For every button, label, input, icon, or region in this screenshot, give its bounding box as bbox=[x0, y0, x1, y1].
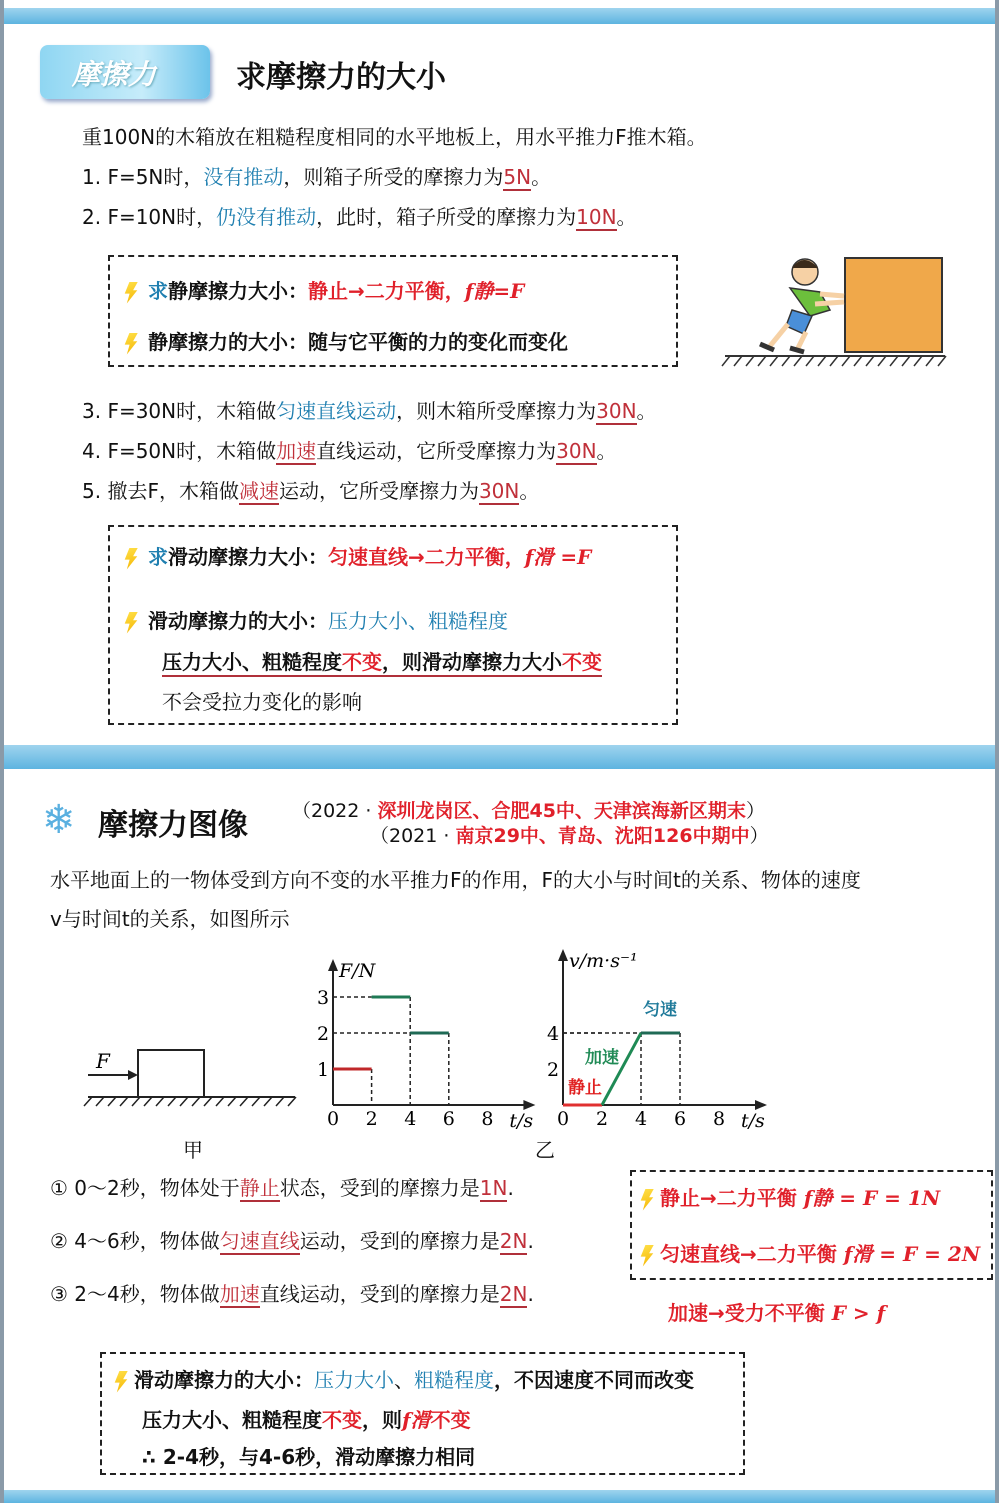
text-segment: 不变 bbox=[562, 650, 602, 674]
text-segment: 30N bbox=[596, 399, 637, 423]
x-tick-label: 4 bbox=[635, 1108, 648, 1130]
lightning-icon bbox=[640, 1189, 654, 1211]
x-axis-arrow bbox=[755, 1100, 767, 1110]
wooden-box bbox=[845, 258, 942, 352]
text-segment: 滑动摩擦力的大小： bbox=[148, 609, 328, 633]
text-segment: f静=F bbox=[464, 279, 525, 303]
y-tick-label: 3 bbox=[317, 987, 330, 1009]
text-segment: ，不因速度不同而改变 bbox=[494, 1368, 694, 1392]
text-segment: f滑 = F = 2N bbox=[843, 1242, 981, 1266]
text-segment: ，则滑动摩擦力大小 bbox=[382, 650, 562, 674]
text-segment: （2021 · bbox=[370, 825, 456, 847]
conclusion-2 bbox=[50, 1228, 534, 1254]
data-segment bbox=[602, 1033, 641, 1105]
y-axis-arrow bbox=[558, 949, 568, 961]
figure-jia-block-diagram bbox=[80, 1040, 310, 1120]
force-label: F bbox=[96, 1049, 110, 1073]
x-axis-arrow bbox=[523, 1100, 535, 1110]
x-axis-label: t/s bbox=[509, 1110, 534, 1132]
text-segment: （2022 · bbox=[292, 800, 378, 822]
x-tick-label: 8 bbox=[713, 1108, 726, 1130]
text-segment: 匀速直线 bbox=[219, 1229, 300, 1253]
item-2 bbox=[82, 204, 637, 230]
problem-text-line-1: 水平地面上的一物体受到方向不变的水平推力F的作用，F的大小与时间t的关系、物体的速度 bbox=[50, 868, 861, 892]
text-segment: 运动，它所受摩擦力为 bbox=[278, 479, 479, 503]
x-tick-label: 2 bbox=[596, 1108, 609, 1130]
text-segment: 不会受拉力变化的影响 bbox=[162, 690, 362, 714]
text-segment: 粗糙程度 bbox=[414, 1368, 494, 1392]
equilibrium-line-1 bbox=[640, 1185, 940, 1211]
text-segment: 压力大小、粗糙程度 bbox=[162, 650, 342, 674]
text-segment: 滑动摩擦力的大小： bbox=[134, 1368, 314, 1392]
intro-text: 重100N的木箱放在粗糙程度相同的水平地板上，用水平推力F推木箱。 bbox=[82, 125, 707, 149]
summary-line-1 bbox=[114, 1367, 694, 1393]
text-segment: 压力大小、粗糙程度 bbox=[328, 609, 508, 633]
right-border bbox=[995, 0, 999, 1503]
text-segment: 静止→二力平衡， bbox=[308, 279, 465, 303]
x-tick-label: 4 bbox=[404, 1108, 417, 1130]
text-segment: f静 = F = 1N bbox=[803, 1186, 941, 1210]
text-segment: 。 bbox=[519, 479, 540, 503]
source-ref-2021 bbox=[370, 821, 769, 848]
text-segment: 深圳龙岗区、合肥45中、天津滨海新区期末 bbox=[377, 800, 746, 822]
lightning-icon bbox=[124, 612, 138, 634]
top-banner bbox=[0, 8, 999, 24]
lightning-icon bbox=[640, 1245, 654, 1267]
text-segment: 5. 撤去F，木箱做 bbox=[82, 479, 239, 503]
x-tick-label: 2 bbox=[365, 1108, 378, 1130]
y-tick-label: 4 bbox=[547, 1023, 560, 1045]
y-tick-label: 2 bbox=[317, 1023, 330, 1045]
text-segment: 加速 bbox=[219, 1282, 260, 1306]
text-segment: 直线运动，受到的摩擦力是 bbox=[259, 1282, 500, 1306]
text-segment: 4. F=50N时，木箱做 bbox=[82, 439, 277, 463]
x-tick-label: 6 bbox=[674, 1108, 687, 1130]
problem-text-line-2: v与时间t的关系，如图所示 bbox=[50, 907, 290, 931]
conclusion-3 bbox=[50, 1281, 534, 1307]
bottom-banner bbox=[0, 1490, 999, 1503]
text-segment: 静摩擦力的大小：随与它平衡的力的变化而变化 bbox=[148, 330, 568, 354]
text-segment: 。 bbox=[616, 205, 637, 229]
text-segment: 。 bbox=[596, 439, 617, 463]
conclusion-1 bbox=[50, 1175, 514, 1201]
box2-line-3 bbox=[162, 649, 602, 677]
text-segment: 不变 bbox=[342, 650, 382, 674]
text-segment: ③ 2～4秒，物体做 bbox=[50, 1282, 220, 1306]
boy-pushing-box-illustration bbox=[720, 250, 950, 370]
x-tick-label: 0 bbox=[557, 1108, 570, 1130]
text-segment: 压力大小、粗糙程度 bbox=[142, 1408, 322, 1432]
text-segment: 减速 bbox=[238, 479, 279, 503]
lightning-icon bbox=[124, 333, 138, 355]
item-5 bbox=[82, 478, 539, 504]
text-segment: 2N bbox=[499, 1229, 528, 1253]
text-segment: ，此时，箱子所受的摩擦力为 bbox=[316, 205, 577, 229]
text-segment: 求 bbox=[148, 545, 168, 569]
text-segment: 不变 bbox=[430, 1408, 471, 1432]
phase-annotation: 静止 bbox=[568, 1078, 602, 1098]
text-segment: . bbox=[527, 1282, 534, 1306]
text-segment: 仍没有推动 bbox=[216, 205, 317, 229]
text-segment: 。 bbox=[531, 165, 552, 189]
text-segment: f滑 =F bbox=[524, 545, 592, 569]
text-segment: . bbox=[527, 1229, 534, 1253]
text-segment: ，则箱子所受的摩擦力为 bbox=[283, 165, 504, 189]
text-segment: 2. F=10N时， bbox=[82, 205, 217, 229]
text-segment: 加速 bbox=[276, 439, 317, 463]
topic-tag bbox=[40, 45, 210, 99]
y-tick-label: 2 bbox=[547, 1059, 560, 1081]
force-time-chart bbox=[300, 945, 540, 1135]
text-segment: ，则木箱所受摩擦力为 bbox=[396, 399, 597, 423]
text-segment: . bbox=[507, 1176, 514, 1200]
text-segment: 静摩擦力大小： bbox=[168, 279, 308, 303]
box2-line-1 bbox=[124, 544, 591, 570]
text-segment: 求 bbox=[148, 279, 168, 303]
lightning-icon bbox=[114, 1371, 128, 1393]
text-segment: 。 bbox=[636, 399, 657, 423]
text-segment: 2N bbox=[499, 1282, 528, 1306]
snowflake-icon: ❄ bbox=[42, 797, 76, 843]
figure-yi-label: 乙 bbox=[535, 1138, 555, 1162]
item-4 bbox=[82, 438, 617, 464]
text-segment: 匀速直线→二力平衡 bbox=[660, 1242, 844, 1266]
summary-line-3 bbox=[142, 1444, 475, 1470]
lightning-icon bbox=[124, 282, 138, 304]
text-segment: F > f bbox=[831, 1301, 886, 1325]
text-segment: 匀速直线运动 bbox=[276, 399, 397, 423]
phase-annotation: 匀速 bbox=[643, 1000, 677, 1020]
text-segment: ，则 bbox=[362, 1408, 402, 1432]
item-3 bbox=[82, 398, 657, 424]
text-segment: 静止 bbox=[239, 1176, 280, 1200]
y-axis-label: F/N bbox=[339, 960, 376, 982]
x-tick-label: 0 bbox=[327, 1108, 340, 1130]
text-segment: 1. F=5N时， bbox=[82, 165, 204, 189]
text-segment: 匀速直线→二力平衡， bbox=[328, 545, 525, 569]
text-segment: 5N bbox=[503, 165, 532, 189]
x-tick-label: 8 bbox=[481, 1108, 494, 1130]
text-segment: 、 bbox=[394, 1368, 414, 1392]
text-segment: 没有推动 bbox=[203, 165, 284, 189]
text-segment: 1N bbox=[479, 1176, 508, 1200]
box1-line-1 bbox=[124, 278, 524, 304]
y-axis-arrow bbox=[328, 959, 338, 971]
text-segment: ） bbox=[749, 825, 769, 847]
lightning-icon bbox=[124, 548, 138, 570]
topic-tag-label: 摩擦力 bbox=[72, 58, 157, 91]
summary-line-2 bbox=[142, 1407, 471, 1433]
text-segment: 直线运动，它所受摩擦力为 bbox=[316, 439, 557, 463]
text-segment: 压力大小 bbox=[314, 1368, 394, 1392]
x-axis-label: t/s bbox=[741, 1110, 765, 1132]
text-segment: ② 4～6秒，物体做 bbox=[50, 1229, 220, 1253]
box1-line-2 bbox=[124, 329, 568, 355]
text-segment: ） bbox=[745, 800, 765, 822]
text-segment: 状态，受到的摩擦力是 bbox=[279, 1176, 480, 1200]
section-title: 求摩擦力的大小 bbox=[236, 60, 446, 95]
text-segment: f滑 bbox=[402, 1408, 431, 1432]
phase-annotation: 加速 bbox=[585, 1048, 619, 1068]
text-segment: 运动，受到的摩擦力是 bbox=[299, 1229, 500, 1253]
text-segment: 滑动摩擦力大小： bbox=[168, 545, 328, 569]
text-segment: 南京29中、青岛、沈阳126中期中 bbox=[455, 825, 750, 847]
text-segment: ① 0～2秒，物体处于 bbox=[50, 1176, 240, 1200]
text-segment: 3. F=30N时，木箱做 bbox=[82, 399, 277, 423]
text-segment: 静止→二力平衡 bbox=[660, 1186, 804, 1210]
text-segment: 加速→受力不平衡 bbox=[668, 1301, 832, 1325]
section2-title: 摩擦力图像 bbox=[98, 808, 248, 843]
section-divider bbox=[0, 745, 999, 769]
source-ref-2022 bbox=[292, 796, 765, 823]
x-tick-label: 6 bbox=[442, 1108, 455, 1130]
text-segment: 10N bbox=[576, 205, 617, 229]
text-segment: 30N bbox=[556, 439, 597, 463]
box2-line-2 bbox=[124, 608, 508, 634]
acceleration-note bbox=[668, 1300, 885, 1326]
left-border bbox=[0, 0, 4, 1503]
text-segment: 30N bbox=[478, 479, 520, 503]
text-segment: 不变 bbox=[322, 1408, 362, 1432]
y-axis-label: v/m·s⁻¹ bbox=[569, 950, 638, 972]
box2-line-4 bbox=[162, 689, 362, 715]
velocity-time-chart bbox=[535, 935, 775, 1135]
item-1 bbox=[82, 164, 551, 190]
text-segment: ∴ 2-4秒，与4-6秒，滑动摩擦力相同 bbox=[142, 1445, 476, 1469]
block bbox=[138, 1050, 204, 1097]
equilibrium-line-2 bbox=[640, 1241, 980, 1267]
figure-jia-label: 甲 bbox=[183, 1138, 203, 1162]
y-tick-label: 1 bbox=[317, 1059, 330, 1081]
